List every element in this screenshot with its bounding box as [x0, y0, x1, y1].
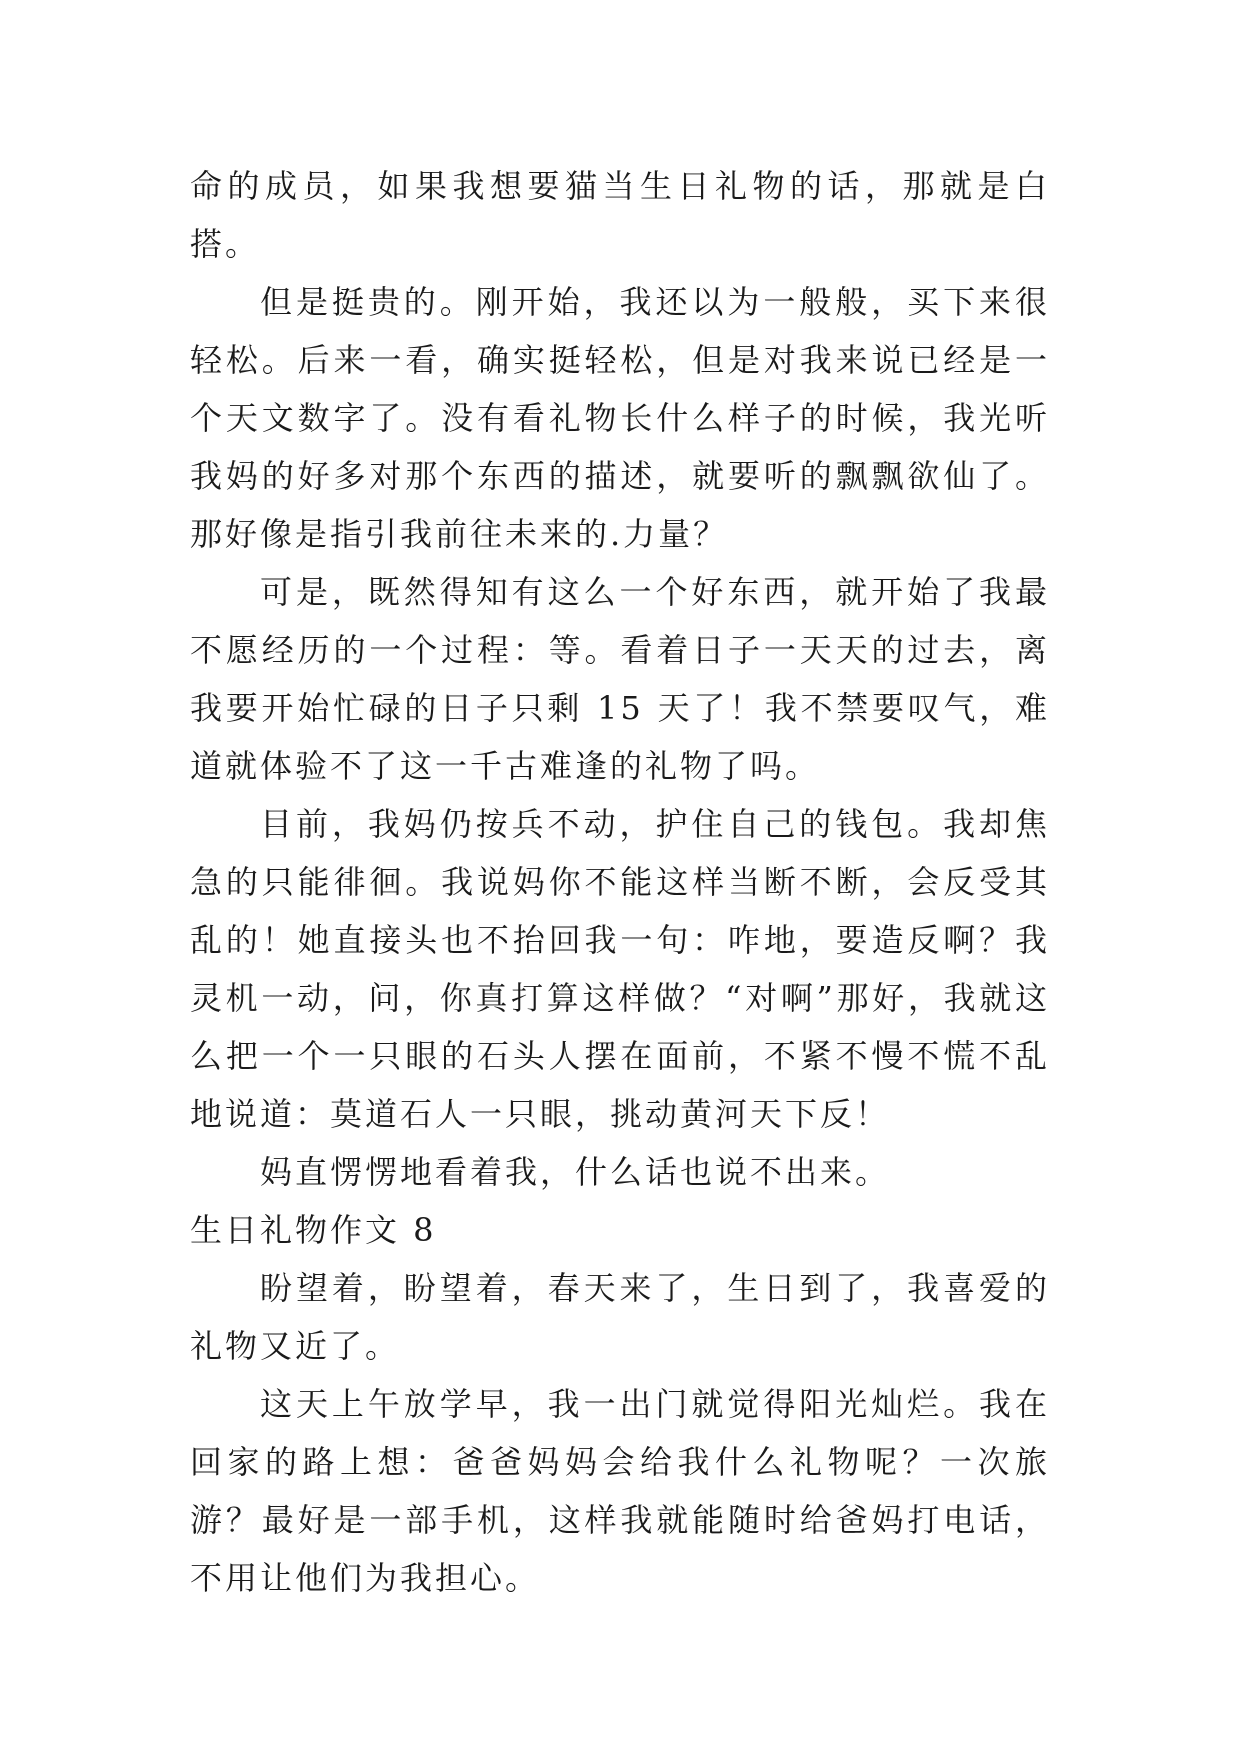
paragraph: 但是挺贵的。刚开始，我还以为一般般，买下来很轻松。后来一看，确实挺轻松，但是对我来说已经是一个天文数字了。没有看礼物长什么样子的时候，我光听我妈的好多对那个东西的描述，就要听的飘飘欲仙了。那好像是指引我前往未来的.力量？	[190, 283, 1050, 553]
section-heading: 生日礼物作文 8	[190, 1211, 437, 1249]
paragraph: 妈直愣愣地看着我，什么话也说不出来。	[260, 1153, 891, 1191]
paragraph: 目前，我妈仍按兵不动，护住自己的钱包。我却焦急的只能徘徊。我说妈你不能这样当断不断，会反受其乱的！她直接头也不抬回我一句：咋地，要造反啊？我灵机一动，问，你真打算这样做？“对啊”那好，我就这么把一个一只眼的石头人摆在面前，不紧不慢不慌不乱地说道：莫道石人一只眼，挑动黄河天下反！	[190, 805, 1050, 1133]
paragraph: 盼望着，盼望着，春天来了，生日到了，我喜爱的礼物又近了。	[190, 1269, 1050, 1365]
paragraph: 可是，既然得知有这么一个好东西，就开始了我最不愿经历的一个过程：等。看着日子一天天的过去，离我要开始忙碌的日子只剩 15 天了！我不禁要叹气，难道就体验不了这一千古难逢的礼物了吗。	[190, 573, 1050, 785]
paragraph-continued: 命的成员，如果我想要猫当生日礼物的话，那就是白搭。	[190, 167, 1050, 263]
document-page	[190, 157, 1050, 1607]
paragraph: 这天上午放学早，我一出门就觉得阳光灿烂。我在回家的路上想：爸爸妈妈会给我什么礼物呢？一次旅游？最好是一部手机，这样我就能随时给爸妈打电话，不用让他们为我担心。	[190, 1385, 1050, 1597]
